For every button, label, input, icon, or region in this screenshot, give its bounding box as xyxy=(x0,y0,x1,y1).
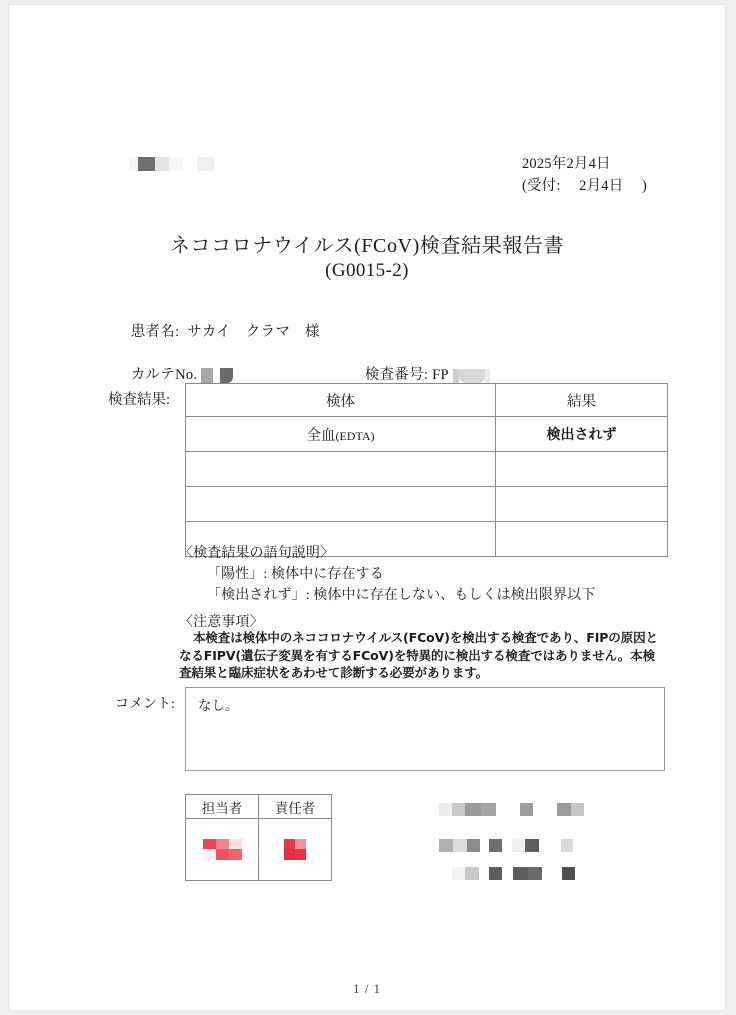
explanation-heading: 〈検査結果の語句説明〉 xyxy=(179,546,335,561)
column-header-supervisor: 責任者 xyxy=(259,795,332,819)
document-page xyxy=(8,4,726,1011)
comment-box[interactable] xyxy=(185,687,665,771)
cell-result xyxy=(496,487,668,522)
test-number-redacted xyxy=(453,369,490,383)
results-section-label: 検査結果: xyxy=(108,392,171,408)
signature-table xyxy=(185,794,332,881)
cell-specimen xyxy=(186,452,496,487)
karte-number-redacted xyxy=(201,368,233,383)
patient-name-value: サカイ クラマ 様 xyxy=(187,324,320,340)
page-footer: 1 / 1 xyxy=(352,981,382,996)
clinic-name-redacted xyxy=(129,157,214,171)
explanation-positive: 「陽性」: 検体中に存在する xyxy=(207,567,384,582)
report-date-block xyxy=(522,153,647,197)
received-date: (受付: 2月4日 ) xyxy=(521,178,647,194)
staff-seal-cell xyxy=(186,819,259,881)
notice-body: 本検査は検体中のネココロナウイルス(FCoV)を検出する検査であり、FIPの原因となるFIPV(遺伝子変異を有するFCoV)を特異的に検出する検査ではありません。本検査結果と臨床症状をあわせて診断する必要があります。 xyxy=(179,630,658,680)
test-number-prefix: FP xyxy=(432,367,449,383)
page-title: ネココロナウイルス(FCoV)検査結果報告書 xyxy=(169,235,565,257)
supervisor-seal-cell xyxy=(259,819,332,881)
notice-heading: 〈注意事項〉 xyxy=(179,615,264,630)
cell-specimen: 全血(EDTA) xyxy=(186,417,496,452)
table-header-row xyxy=(186,384,668,417)
laboratory-info-redacted xyxy=(439,798,584,884)
explanation-negative: 「検出されず」: 検体中に存在しない、もしくは検出限界以下 xyxy=(207,588,596,603)
staff-seal-redacted xyxy=(186,819,258,880)
cell-result xyxy=(496,452,668,487)
page-title-code: (G0015-2) xyxy=(325,260,409,281)
karte-number-label: カルテNo. xyxy=(130,367,198,383)
comment-value: なし。 xyxy=(198,698,239,713)
redaction-line xyxy=(439,834,584,856)
column-header-staff: 担当者 xyxy=(186,795,259,819)
table-row xyxy=(186,487,668,522)
cell-specimen xyxy=(186,487,496,522)
table-row xyxy=(186,417,668,452)
supervisor-seal-redacted xyxy=(259,819,331,880)
results-table xyxy=(185,383,668,557)
patient-name-label: 患者名: xyxy=(130,324,180,340)
cell-result: 検出されず xyxy=(496,417,668,452)
test-number-label: 検査番号: xyxy=(364,367,429,383)
column-header-specimen: 検体 xyxy=(186,384,496,417)
explanation-block xyxy=(179,543,595,606)
redaction-line xyxy=(439,862,584,884)
report-date: 2025年2月4日 xyxy=(521,156,611,172)
signature-seal-row xyxy=(186,819,332,881)
column-header-result: 結果 xyxy=(496,384,668,417)
redaction-line xyxy=(439,798,584,820)
comment-label: コメント: xyxy=(115,697,175,712)
table-row xyxy=(186,452,668,487)
signature-header-row xyxy=(186,795,332,819)
